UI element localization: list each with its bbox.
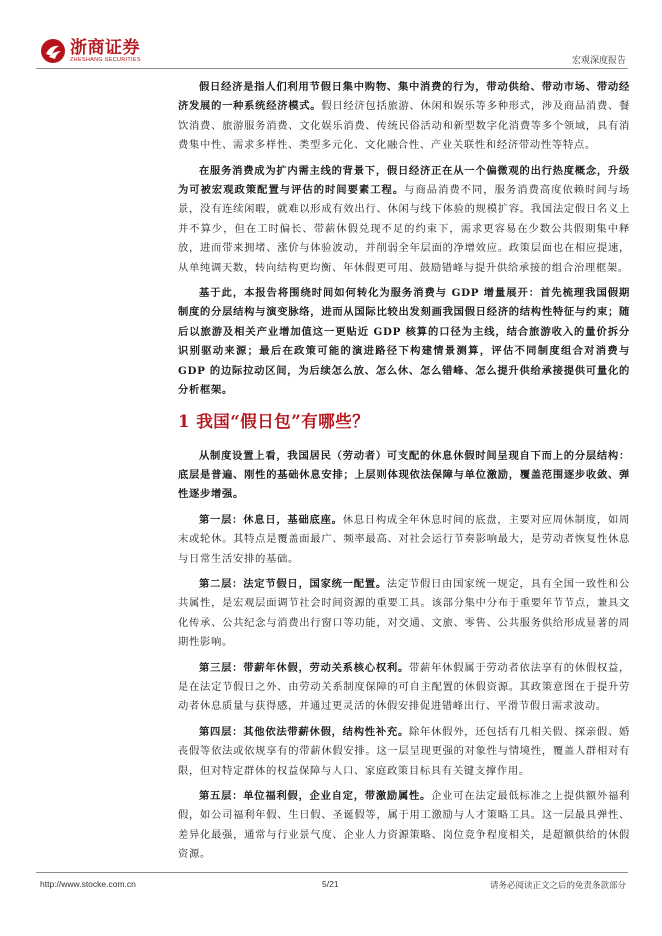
layer-5-lead: 第五层：单位福利假，企业自定，带激励属性。 <box>199 790 432 802</box>
intro-paragraph-1-body: 假日经济包括旅游、休闲和娱乐等多种形式，涉及商品消费、餐饮消费、旅游服务消费、文化娱乐消费、传统民俗活动和新型数字化消费等多个领域，具有消费集中性、需求多样性、类型多元化、文化融合性、产业关联性和经济带动性等特点。 <box>178 100 630 152</box>
layer-3-body: 带薪年休假属于劳动者依法享有的休假权益，是在法定节假日之外、由劳动关系制度保障的可自主配置的休假资源。其政策意图在于提升劳动者休息质量与获得感，并通过更灵活的休假安排促进错峰出行、平滑节假日需求波动。 <box>178 661 630 713</box>
section-paragraph-intro-lead: 从制度设置上看，我国居民（劳动者）可支配的休息休假时间呈现自下而上的分层结构：底层是普遍、刚性的基础休息安排；上层则体现依法保障与单位激励，覆盖范围逐步收敛、弹性逐步增强。 <box>178 449 630 501</box>
section-paragraph-intro <box>178 447 630 505</box>
layer-2-lead: 第二层：法定节假日，国家统一配置。 <box>199 577 387 590</box>
layer-3-paragraph <box>178 659 630 717</box>
layer-5-body: 企业可在法定最低标准之上提供额外福利假，如公司福利年假、生日假、圣诞假等，属于用工激励与人才策略工具。这一层最具弹性、差异化最强，通常与行业景气度、企业人力资源策略、岗位竞争程度相关，是超额供给的休假资源。 <box>178 790 630 861</box>
layer-1-body: 休息日构成全年休息时间的底盘，主要对应周休制度，如周末或轮休。其特点是覆盖面最广、频率最高、对社会运行节奏影响最大，是劳动者恢复性休息与日常生活安排的基础。 <box>178 513 630 565</box>
footer-divider <box>36 872 628 873</box>
intro-paragraph-2 <box>178 162 630 278</box>
intro-paragraph-3 <box>178 284 630 400</box>
section-heading: 1 我国“假日包”有哪些？ <box>178 411 370 431</box>
website-link[interactable]: http://www.stocke.com.cn <box>40 879 136 889</box>
layer-1-paragraph <box>178 511 630 569</box>
logo-chinese-text: 浙商证券 <box>70 37 140 58</box>
layer-4-paragraph <box>178 723 630 781</box>
main-content <box>178 78 630 871</box>
layer-2-body: 法定节假日由国家统一规定，具有全国一致性和公共属性，是宏观层面调节社会时间资源的重要工具。该部分集中分布于重要年节节点，兼具文化传承、公共纪念与消费出行窗口等功能，对交通、文旅、零售、公共服务供给形成显著的周期性影响。 <box>178 577 630 649</box>
company-logo <box>40 34 141 68</box>
zheshang-logo-icon <box>40 38 66 64</box>
intro-paragraph-3-lead: 基于此，本报告将围绕时间如何转化为服务消费与 GDP 增量展开：首先梳理我国假期制度的分层结构与演变脉络，进而从国际比较出发刻画我国假日经济的结构性特征与约束；随后以旅游及相关产业增加值这一更贴近 GDP 核算的口径为主线，结合旅游收入的量价拆分识别驱动来源；最后在政策可能的演进路径下构建情景测算，评估不同制度组合对消费与 GDP 的边际拉动区间，为后续怎么放、怎么休、怎么错峰、怎么提升供给承接提供可量化的分析框架。 <box>178 287 630 397</box>
intro-paragraph-1 <box>178 78 630 156</box>
layer-1-lead: 第一层：休息日，基础底座。 <box>199 513 343 526</box>
intro-paragraph-2-lead: 在服务消费成为扩内需主线的背景下，假日经济正在从一个偏微观的出行热度概念，升级为可被宏观政策配置与评估的时间要素工程。 <box>178 164 630 197</box>
layer-3-lead: 第三层：带薪年休假，劳动关系核心权利。 <box>199 661 409 674</box>
header-divider <box>36 68 628 69</box>
layer-2-paragraph <box>178 575 630 653</box>
report-type-label: 宏观深度报告 <box>571 56 626 66</box>
page-number: 5/21 <box>322 879 339 889</box>
page-footer <box>36 872 628 893</box>
page-header <box>36 28 628 72</box>
disclaimer-note: 请务必阅读正文之后的免责条款部分 <box>489 881 626 891</box>
logo-english-text: ZHESHANG SECURITIES <box>70 56 141 63</box>
layer-5-paragraph <box>178 787 630 865</box>
intro-paragraph-2-body: 与商品消费不同，服务消费高度依赖时间与场景，没有连续闲暇，就难以形成有效出行、休闲与线下体验的规模扩容。我国法定假日名义上并不算少，但在工时偏长、带薪休假兑现不足的约束下，需求更容易在少数公共假期集中释放，进而带来拥堵、涨价与体验波动，并削弱全年层面的净增效应。政策层面也在相应提速，从单纯调天数，转向结构更均衡、年休假更可用、鼓励错峰与提升供给承接的组合治理框架。 <box>178 184 631 274</box>
intro-paragraph-1-lead: 假日经济是指人们利用节假日集中购物、集中消费的行为，带动供给、带动市场、带动经济发展的一种系统经济模式。 <box>178 81 630 113</box>
layer-4-lead: 第四层：其他依法带薪休假，结构性补充。 <box>199 725 409 738</box>
layer-4-body: 除年休假外，还包括有几相关假、探亲假、婚丧假等依法或依规享有的带薪休假安排。这一层呈现更强的对象性与情境性，覆盖人群相对有限，但对特定群体的权益保障与人口、家庭政策目标具有关键支撑作用。 <box>178 725 630 777</box>
